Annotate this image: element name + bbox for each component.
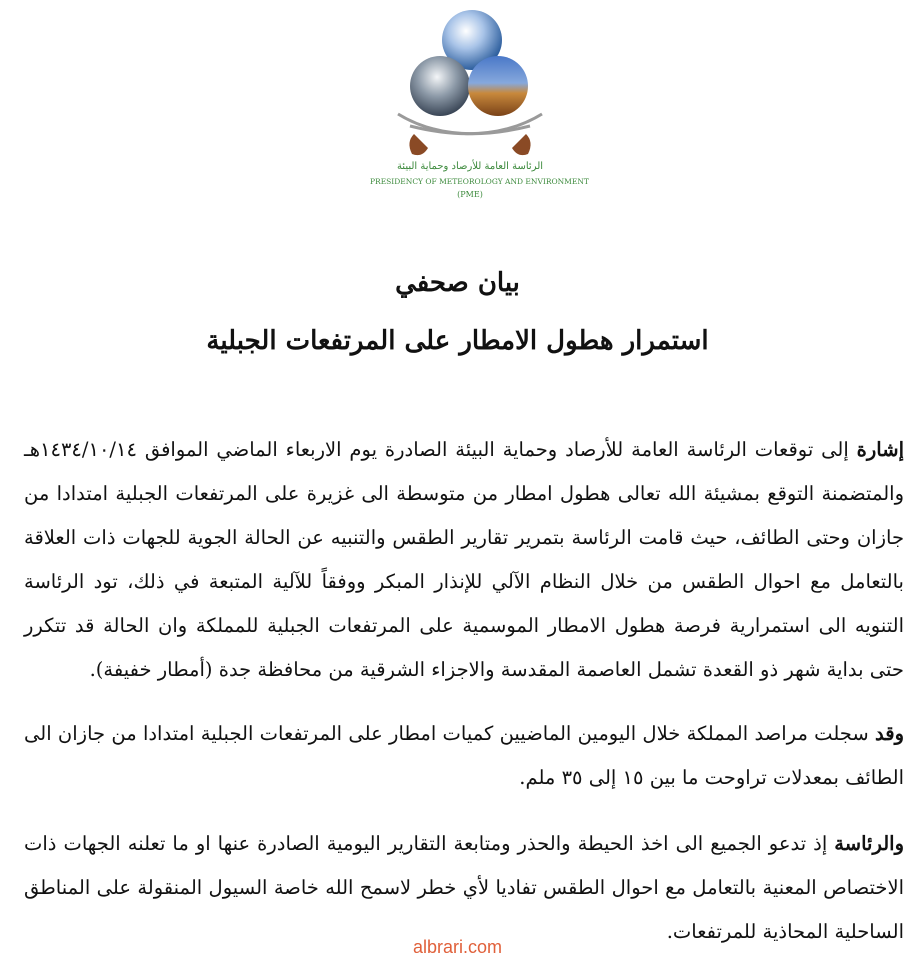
paragraph-body: إذ تدعو الجميع الى اخذ الحيطة والحذر ومتابعة التقارير اليومية الصادرة عنها او ما تعلنه الجهات ذات الاختصاص المعنية بالتعامل مع احوال الطقس تفاديا لأي خطر لاسمح الله خاصة السيول المنقولة على المناطق الساحلية المحاذية للمرتفعات. — [24, 832, 904, 943]
paragraph-lead: وقد — [875, 722, 905, 745]
paragraph-reference — [24, 428, 904, 692]
paragraph-body: إلى توقعات الرئاسة العامة للأرصاد وحماية البيئة الصادرة يوم الاربعاء الماضي الموافق ١٤٣٤/١٠/١٤هـ والمتضمنة التوقع بمشيئة الله تعالى هطول امطار من متوسطة الى غزيرة على المرتفعات الجبلية امتدادا من جازان وحتى الطائف، حيث قامت الرئاسة بتمرير تقارير الطقس والتنبيه عن الحالة الجوية للجهات ذات العلاقة بالتعامل مع احوال الطقس من خلال النظام الآلي للإنذار المبكر ووفقاً للآلية المتبعة في ذلك، تود الرئاسة التنويه الى استمرارية فرصة هطول الامطار الموسمية على المرتفعات الجبلية للمملكة وان الحالة قد تتكرر حتى بداية شهر ذو القعدة تشمل العاصمة المقدسة والاجزاء الشرقية من محافظة جدة (أمطار خفيفة). — [24, 438, 904, 681]
logo-abbreviation: (PME) — [457, 190, 483, 199]
paragraph-advisory — [24, 822, 904, 954]
paragraph-lead: إشارة — [856, 438, 904, 461]
pme-logo — [370, 6, 589, 206]
document-subtitle: استمرار هطول الامطار على المرتفعات الجبلية — [206, 326, 709, 356]
logo-english-name: PRESIDENCY OF METEOROLOGY AND ENVIRONMENT — [370, 177, 589, 186]
source-watermark: albrari.com — [412, 937, 503, 957]
pme-emblem-icon — [380, 6, 560, 206]
paragraph-lead: والرئاسة — [834, 832, 904, 855]
document-title: بيان صحفي — [395, 268, 520, 298]
paragraph-observations — [24, 712, 904, 800]
logo-arabic-name: الرئاسة العامة للأرصاد وحماية البيئة — [396, 161, 544, 172]
paragraph-body: سجلت مراصد المملكة خلال اليومين الماضيين كميات امطار على المرتفعات الجبلية امتدادا من جازان الى الطائف بمعدلات تراوحت ما بين ١٥ إلى ٣٥ ملم. — [24, 722, 904, 789]
